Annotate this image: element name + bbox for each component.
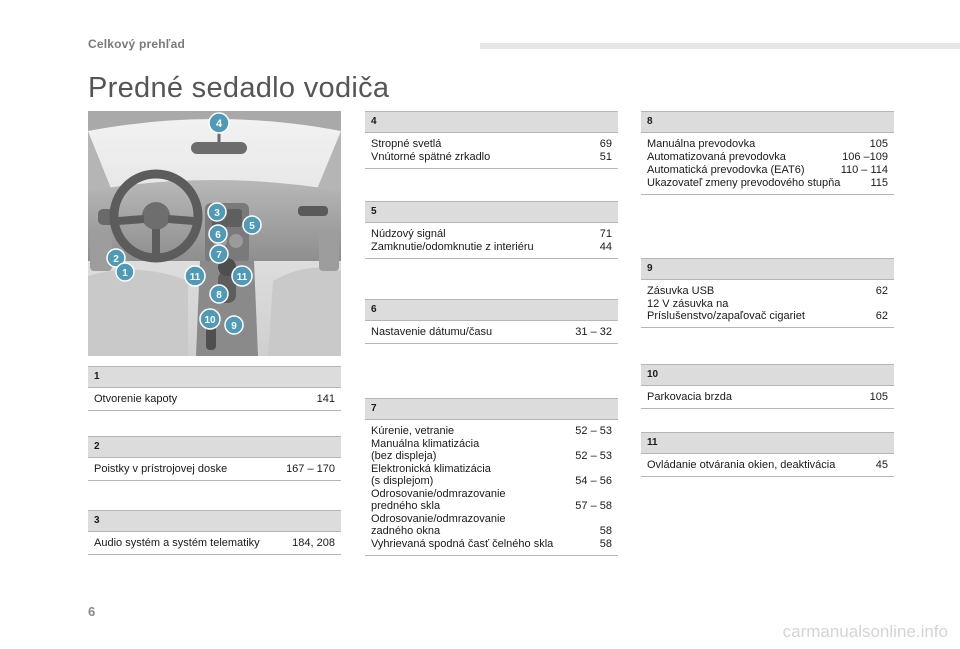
callout-7 [210, 245, 228, 263]
entry-label: Núdzový signál [371, 228, 446, 240]
ref-box-9 [641, 258, 894, 328]
callout-9 [225, 316, 243, 334]
entry-label: Parkovacia brzda [647, 391, 732, 403]
entry-page-ref[interactable]: 110 – 114 [840, 164, 888, 176]
entry-label: Stropné svetlá [371, 138, 442, 150]
entry-label: Odrosovanie/odmrazovanie predného skla [371, 488, 506, 512]
entry-page-ref[interactable]: 51 [599, 151, 612, 163]
callout-11-right [232, 266, 252, 286]
box-entries [365, 223, 618, 258]
entry-row [371, 326, 612, 338]
entry-row [371, 425, 612, 437]
box-number: 4 [365, 112, 618, 133]
entry-row [371, 241, 612, 253]
entry-row [371, 151, 612, 163]
box-entries [88, 388, 341, 410]
box-entries [88, 458, 341, 480]
entry-page-ref[interactable]: 44 [599, 241, 612, 253]
entry-label: Poistky v prístrojovej doske [94, 463, 228, 475]
entry-row [94, 537, 335, 549]
page-title: Predné sedadlo vodiča [88, 72, 390, 104]
callout-1 [116, 263, 134, 281]
entry-label: 12 V zásuvka na Príslušenstvo/zapaľovač cigariet [647, 298, 805, 322]
box-number: 5 [365, 202, 618, 223]
entry-page-ref[interactable]: 167 – 170 [286, 463, 335, 475]
entry-row [371, 513, 612, 537]
entry-page-ref[interactable]: 184, 208 [292, 537, 335, 549]
svg-text:10: 10 [204, 315, 216, 326]
ref-box-3 [88, 510, 341, 555]
entry-row [647, 177, 888, 189]
entry-label: Zásuvka USB [647, 285, 715, 297]
box-number: 1 [88, 367, 341, 388]
entry-row [647, 298, 888, 322]
svg-text:11: 11 [236, 272, 248, 283]
entry-label: Vnútorné spätné zrkadlo [371, 151, 491, 163]
callout-5 [243, 216, 261, 234]
entry-label: Manuálna prevodovka [647, 138, 756, 150]
entry-page-ref[interactable]: 62 [875, 285, 888, 297]
entry-page-ref[interactable]: 105 [869, 391, 888, 403]
box-number: 10 [641, 365, 894, 386]
ref-box-4 [365, 111, 618, 169]
box-number: 9 [641, 259, 894, 280]
callout-3 [208, 203, 226, 221]
box-number: 7 [365, 399, 618, 420]
entry-row [647, 391, 888, 403]
entry-label: Automatická prevodovka (EAT6) [647, 164, 805, 176]
entry-row [371, 488, 612, 512]
entry-page-ref[interactable]: 52 – 53 [575, 450, 612, 462]
callout-11-left [185, 266, 205, 286]
entry-row [371, 538, 612, 550]
entry-label: Ovládanie otvárania okien, deaktivácia [647, 459, 836, 471]
entry-row [371, 438, 612, 462]
box-entries [365, 133, 618, 168]
entry-page-ref[interactable]: 57 – 58 [575, 500, 612, 512]
watermark: carmanualsonline.info [782, 622, 948, 641]
ref-box-11 [641, 432, 894, 477]
entry-row [371, 138, 612, 150]
callout-8 [210, 285, 228, 303]
header-bar [480, 43, 960, 49]
entry-page-ref[interactable]: 31 – 32 [575, 326, 612, 338]
box-entries [641, 386, 894, 408]
box-entries [88, 532, 341, 554]
box-number: 8 [641, 112, 894, 133]
entry-label: Automatizovaná prevodovka [647, 151, 786, 163]
svg-text:2: 2 [113, 254, 119, 265]
entry-label: Ukazovateľ zmeny prevodového stupňa [647, 177, 841, 189]
entry-page-ref[interactable]: 105 [869, 138, 888, 150]
box-entries [641, 454, 894, 476]
ref-box-1 [88, 366, 341, 411]
box-entries [641, 280, 894, 327]
entry-label: Audio systém a systém telematiky [94, 537, 260, 549]
cockpit-illustration [88, 111, 341, 356]
entry-label: Nastavenie dátumu/času [371, 326, 493, 338]
svg-text:3: 3 [214, 208, 220, 219]
entry-row [94, 393, 335, 405]
entry-page-ref[interactable]: 62 [875, 310, 888, 322]
box-number: 2 [88, 437, 341, 458]
entry-label: Elektronická klimatizácia (s displejom) [371, 463, 491, 487]
entry-page-ref[interactable]: 58 [599, 525, 612, 537]
callout-4 [209, 113, 229, 133]
entry-page-ref[interactable]: 71 [599, 228, 612, 240]
entry-page-ref[interactable]: 54 – 56 [575, 475, 612, 487]
entry-page-ref[interactable]: 52 – 53 [575, 425, 612, 437]
svg-text:6: 6 [215, 230, 221, 241]
entry-label: Odrosovanie/odmrazovanie zadného okna [371, 513, 506, 537]
entry-row [647, 285, 888, 297]
box-number: 3 [88, 511, 341, 532]
ref-box-5 [365, 201, 618, 259]
ref-box-2 [88, 436, 341, 481]
entry-row [647, 164, 888, 176]
svg-text:1: 1 [122, 268, 128, 279]
ref-box-6 [365, 299, 618, 344]
entry-label: Manuálna klimatizácia (bez displeja) [371, 438, 480, 462]
svg-text:9: 9 [231, 321, 237, 332]
box-entries [365, 321, 618, 343]
svg-text:5: 5 [249, 221, 255, 232]
svg-text:4: 4 [215, 118, 223, 130]
entry-page-ref[interactable]: 141 [316, 393, 335, 405]
entry-label: Otvorenie kapoty [94, 393, 178, 405]
box-number: 11 [641, 433, 894, 454]
box-number: 6 [365, 300, 618, 321]
entry-row [647, 151, 888, 163]
entry-page-ref[interactable]: 58 [599, 538, 612, 550]
entry-label: Vyhrievaná spodná časť čelného skla [371, 538, 554, 550]
svg-text:7: 7 [216, 250, 222, 261]
entry-page-ref[interactable]: 45 [875, 459, 888, 471]
callout-6 [209, 225, 227, 243]
entry-row [371, 228, 612, 240]
entry-page-ref[interactable]: 69 [599, 138, 612, 150]
svg-text:11: 11 [189, 272, 201, 283]
ref-box-10 [641, 364, 894, 409]
box-entries [365, 420, 618, 555]
entry-page-ref[interactable]: 115 [870, 177, 888, 189]
entry-row [371, 463, 612, 487]
ref-box-8 [641, 111, 894, 195]
entry-row [647, 459, 888, 471]
svg-text:8: 8 [216, 290, 222, 301]
entry-row [94, 463, 335, 475]
entry-page-ref[interactable]: 106 –109 [842, 151, 888, 163]
section-label: Celkový prehľad [88, 37, 185, 51]
callout-10 [200, 309, 220, 329]
entry-row [647, 138, 888, 150]
box-entries [641, 133, 894, 194]
page-number: 6 [88, 604, 96, 619]
entry-label: Kúrenie, vetranie [371, 425, 455, 437]
ref-box-7 [365, 398, 618, 556]
entry-label: Zamknutie/odomknutie z interiéru [371, 241, 534, 253]
